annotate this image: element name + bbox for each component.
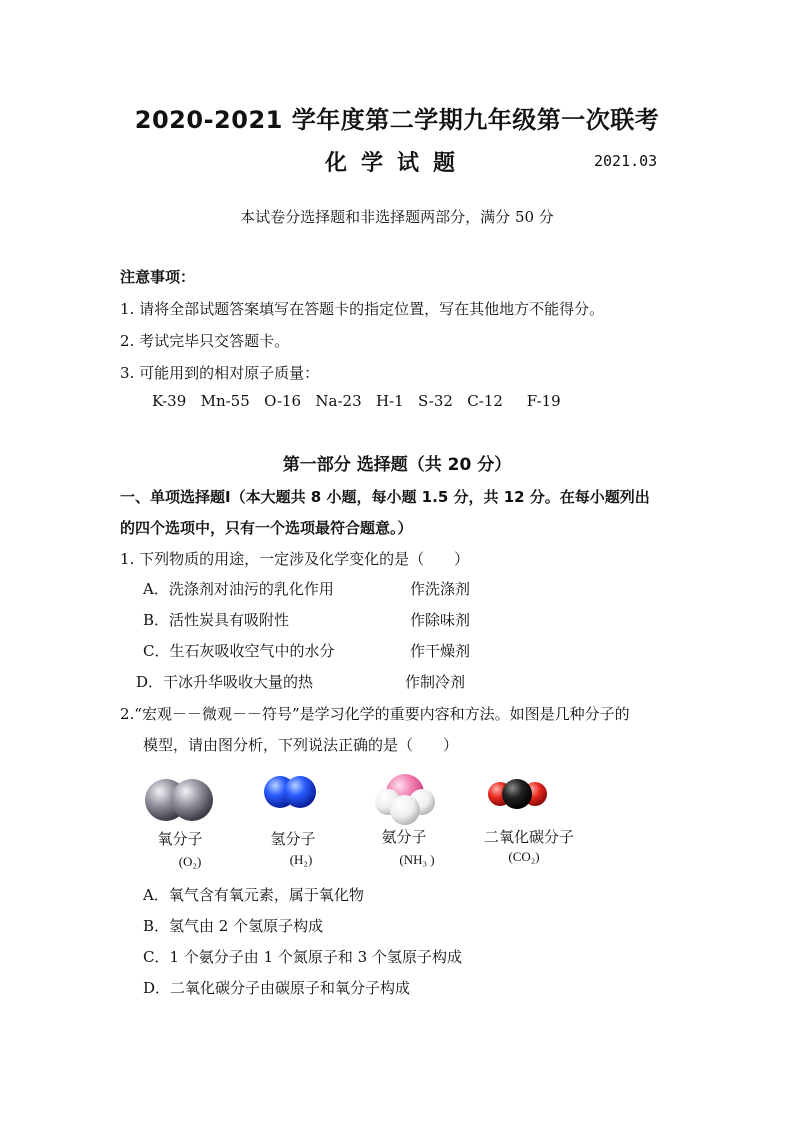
- q1-stem: 1. 下列物质的用途，一定涉及化学变化的是（ ）: [120, 550, 470, 568]
- exam-subtitle: 化学试题: [324, 151, 469, 176]
- q1-option-c: [143, 640, 335, 661]
- notice-item-1: 1. 请将全部试题答案填写在答题卡的指定位置，写在其他地方不能得分。: [120, 300, 605, 318]
- q1-option-b-use: 作除味剂: [410, 611, 471, 629]
- mass-f: F-19: [526, 392, 561, 410]
- exam-date: 2021.03: [594, 152, 658, 170]
- q2-option-a: [143, 884, 364, 905]
- notice-heading: 注意事项：: [120, 268, 196, 286]
- molecule-label-oxygen: 氧分子: [157, 830, 203, 848]
- part1-instruction-line1: 一、单项选择题Ⅰ（本大题共 8 小题，每小题 1.5 分，共 12 分。在每小题列出: [120, 488, 650, 506]
- q1-option-d-letter: D．: [136, 673, 164, 691]
- q1-option-b-letter: B．: [143, 611, 170, 629]
- mass-mn: Mn-55: [200, 392, 250, 410]
- ammonia-molecule-model: [375, 774, 435, 825]
- part1-instruction-line2: 的四个选项中，只有一个选项最符合题意。）: [120, 519, 413, 537]
- q2-option-d-letter: D．: [143, 979, 171, 997]
- q2-option-b-letter: B．: [143, 917, 170, 935]
- molecule-label-carbon-dioxide: 二氧化碳分子: [483, 828, 574, 846]
- q2-option-b-text: 氢气由 2 个氢原子构成: [169, 917, 324, 935]
- mass-h: H-1: [375, 392, 404, 410]
- q2-option-c: [143, 946, 462, 967]
- exam-title: 2020-2021 学年度第二学期九年级第一次联考: [134, 106, 660, 134]
- part1-heading: 第一部分 选择题（共 20 分）: [282, 455, 512, 475]
- q2-option-d-text: 二氧化碳分子由碳原子和氧分子构成: [170, 979, 411, 997]
- q1-option-c-letter: C．: [143, 642, 170, 660]
- q1-option-b: [143, 609, 289, 630]
- atomic-masses-row: [152, 392, 561, 410]
- q2-stem-line1: 2.“宏观－－微观－－符号”是学习化学的重要内容和方法。如图是几种分子的: [120, 705, 630, 723]
- oxygen-molecule-model: [145, 779, 213, 821]
- q1-option-c-use: 作干燥剂: [410, 642, 471, 660]
- mass-o: O-16: [264, 392, 302, 410]
- q1-option-a: [143, 578, 334, 599]
- q1-option-d: [136, 671, 313, 692]
- molecule-formula-oxygen: (O₂): [178, 854, 202, 869]
- molecule-formula-carbon-dioxide: (CO₂): [508, 849, 540, 864]
- q2-option-d: [143, 977, 410, 998]
- molecule-label-ammonia: 氨分子: [381, 828, 427, 846]
- molecule-models-figure: [130, 764, 590, 828]
- carbon-dioxide-molecule-model: [488, 779, 547, 809]
- hydrogen-molecule-model: [264, 776, 316, 808]
- molecule-formula-ammonia: (NH₃ ): [399, 852, 435, 867]
- mass-na: Na-23: [315, 392, 362, 410]
- q2-option-b: [143, 915, 323, 936]
- q2-stem-line2: 模型，请由图分析，下列说法正确的是（ ）: [143, 736, 459, 754]
- q2-option-c-letter: C．: [143, 948, 170, 966]
- q1-option-d-use: 作制冷剂: [405, 673, 466, 691]
- mass-c: C-12: [467, 392, 503, 410]
- q1-option-d-text: 干冰升华吸收大量的热: [163, 673, 314, 691]
- q1-option-a-letter: A．: [143, 580, 169, 598]
- q2-option-c-text: 1 个氨分子由 1 个氮原子和 3 个氢原子构成: [169, 948, 462, 966]
- q1-option-b-text: 活性炭具有吸附性: [169, 611, 290, 629]
- molecule-label-hydrogen: 氢分子: [270, 830, 316, 848]
- q1-option-c-text: 生石灰吸收空气中的水分: [169, 642, 335, 660]
- notice-item-3: 3. 可能用到的相对原子质量：: [120, 364, 320, 382]
- q1-option-a-use: 作洗涤剂: [410, 580, 471, 598]
- mass-s: S-32: [417, 392, 453, 410]
- q1-option-a-text: 洗涤剂对油污的乳化作用: [168, 580, 334, 598]
- q2-option-a-letter: A．: [143, 886, 169, 904]
- exam-intro: 本试卷分选择题和非选择题两部分，满分 50 分: [240, 208, 554, 226]
- q2-option-a-text: 氧气含有氧元素，属于氧化物: [168, 886, 364, 904]
- mass-k: K-39: [152, 392, 187, 410]
- molecule-formula-hydrogen: (H₂): [289, 852, 313, 867]
- notice-item-2: 2. 考试完毕只交答题卡。: [120, 332, 290, 350]
